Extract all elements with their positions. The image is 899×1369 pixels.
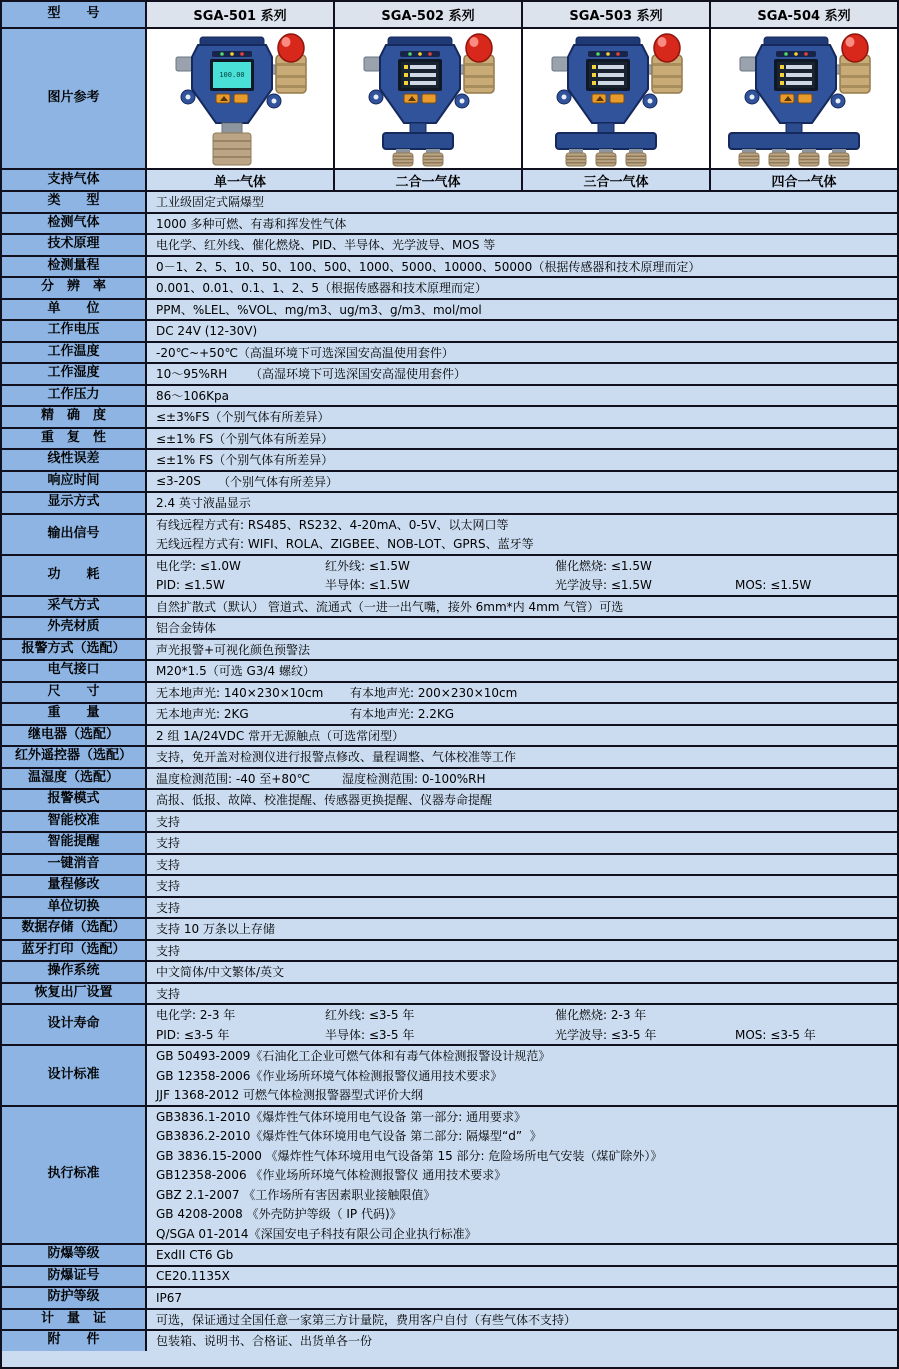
- spec-row-value: [147, 812, 897, 832]
- spec-row-value: [147, 450, 897, 470]
- model-name-sga-502: SGA-502 系列: [335, 2, 523, 27]
- value-segment: 电化学、红外线、催化燃烧、PID、半导体、光学波导、MOS 等: [156, 238, 496, 253]
- spec-row-value: [147, 407, 897, 427]
- value-line: [156, 747, 893, 767]
- value-line: [156, 534, 893, 554]
- value-segment: ≤3-20S: [156, 474, 201, 489]
- product-image-sga-503: [523, 29, 711, 168]
- value-segment: 红外线: ≤3-5 年: [325, 1008, 415, 1023]
- value-segment: GB3836.1-2010《爆炸性气体环境用电气设备 第一部分: 通用要求》: [156, 1109, 527, 1124]
- spec-row: [2, 919, 897, 941]
- supported-gas-row: [2, 170, 897, 192]
- spec-row: [2, 855, 897, 877]
- spec-rows-container: [2, 192, 897, 1351]
- value-line: [156, 683, 893, 703]
- spec-row-value: [147, 556, 897, 595]
- value-segment: 支持: [156, 943, 181, 958]
- spec-row: [2, 1267, 897, 1289]
- product-image-sga-502: [335, 29, 523, 168]
- spec-row: [2, 343, 897, 365]
- value-line: [156, 257, 893, 277]
- spec-row-label: 技术原理: [2, 235, 147, 255]
- value-segment: 支持，免开盖对检测仪进行报警点修改、量程调整、气体校准等工作: [156, 750, 517, 765]
- value-line: [156, 1267, 893, 1287]
- product-image-sga-504: [711, 29, 897, 168]
- value-line: [156, 855, 893, 875]
- spec-row-label: 设计标准: [2, 1046, 147, 1105]
- spec-row-label: 计 量 证: [2, 1310, 147, 1330]
- value-segment: 1000 多种可燃、有毒和挥发性气体: [156, 216, 347, 231]
- spec-row-label: 工作压力: [2, 386, 147, 406]
- spec-row-value: [147, 769, 897, 789]
- spec-row-label: 智能校准: [2, 812, 147, 832]
- value-segment: GB 50493-2009《石油化工企业可燃气体和有毒气体检测报警设计规范》: [156, 1049, 551, 1064]
- value-line: [156, 704, 893, 724]
- value-line: [156, 1066, 893, 1086]
- spec-row-value: [147, 833, 897, 853]
- value-segment: 电化学: ≤1.0W: [156, 558, 241, 573]
- spec-row-value: [147, 1288, 897, 1308]
- spec-row: [2, 472, 897, 494]
- spec-row-label: 温湿度（选配）: [2, 769, 147, 789]
- model-name-sga-504: SGA-504 系列: [711, 2, 897, 27]
- value-line: [156, 575, 893, 595]
- value-line: [156, 1107, 893, 1127]
- value-segment: 光学波导: ≤3-5 年: [555, 1027, 657, 1042]
- value-segment: 86～106Kpa: [156, 388, 230, 403]
- spec-row-value: [147, 1245, 897, 1265]
- gas-type-four-in-one: 四合一气体: [711, 170, 897, 190]
- value-line: [156, 618, 893, 638]
- value-line: [156, 556, 893, 576]
- spec-row-label: 精 确 度: [2, 407, 147, 427]
- gas-detector-icon: [528, 31, 704, 167]
- spec-row-value: [147, 214, 897, 234]
- value-line: [156, 898, 893, 918]
- value-line: [156, 1288, 893, 1308]
- value-line: [156, 919, 893, 939]
- value-line: [156, 364, 893, 384]
- spec-row: [2, 597, 897, 619]
- spec-row-value: [147, 1331, 897, 1351]
- gas-detector-icon: [152, 31, 328, 167]
- value-line: [156, 192, 893, 212]
- value-segment: 半导体: ≤1.5W: [325, 578, 410, 593]
- spec-row-value: [147, 192, 897, 212]
- spec-row-label: 线性误差: [2, 450, 147, 470]
- spec-row-label: 报警方式（选配）: [2, 640, 147, 660]
- value-segment: GB 3836.15-2000 《爆炸性气体环境用电气设备第 15 部分: 危险场所电气安装（煤矿除外）》: [156, 1148, 663, 1163]
- spec-row-label: 恢复出厂设置: [2, 984, 147, 1004]
- value-segment: 无本地声光: 2KG: [156, 707, 249, 722]
- value-segment: 催化燃烧: 2-3 年: [555, 1008, 647, 1023]
- spec-row-value: [147, 386, 897, 406]
- value-segment: 支持: [156, 836, 181, 851]
- value-line: [156, 300, 893, 320]
- spec-row-label: 工作湿度: [2, 364, 147, 384]
- spec-row: [2, 812, 897, 834]
- spec-row-value: [147, 364, 897, 384]
- value-line: [156, 235, 893, 255]
- value-segment: 光学波导: ≤1.5W: [555, 578, 652, 593]
- spec-row: [2, 704, 897, 726]
- spec-row: [2, 833, 897, 855]
- spec-row-label: 防护等级: [2, 1288, 147, 1308]
- spec-row-label: 外壳材质: [2, 618, 147, 638]
- spec-row: [2, 640, 897, 662]
- spec-row-value: [147, 493, 897, 513]
- value-segment: ≤±1% FS（个别气体有所差异）: [156, 431, 334, 446]
- value-segment: 声光报警+可视化颜色预警法: [156, 642, 311, 657]
- value-segment: 支持: [156, 814, 181, 829]
- spec-row-value: [147, 661, 897, 681]
- spec-row-label: 响应时间: [2, 472, 147, 492]
- spec-row-label: 电气接口: [2, 661, 147, 681]
- spec-row-label: 继电器（选配）: [2, 726, 147, 746]
- spec-row-value: [147, 278, 897, 298]
- spec-row: [2, 1288, 897, 1310]
- value-segment: 铝合金铸体: [156, 621, 217, 636]
- spec-row-value: [147, 618, 897, 638]
- spec-row: [2, 515, 897, 556]
- spec-row: [2, 429, 897, 451]
- value-line: [156, 1204, 893, 1224]
- value-segment: GB3836.2-2010《爆炸性气体环境用电气设备 第二部分: 隔爆型“d” 》: [156, 1129, 542, 1144]
- spec-row-label: 一键消音: [2, 855, 147, 875]
- spec-row-value: [147, 876, 897, 896]
- value-segment: 可选，保证通过全国任意一家第三方计量院，费用客户自付（有些气体不支持）: [156, 1312, 577, 1327]
- value-segment: 红外线: ≤1.5W: [325, 558, 410, 573]
- value-line: [156, 1005, 893, 1025]
- spec-row-label: 尺 寸: [2, 683, 147, 703]
- value-segment: ≤±3%FS（个别气体有所差异）: [156, 410, 330, 425]
- value-line: [156, 472, 893, 492]
- spec-row: [2, 1245, 897, 1267]
- value-line: [156, 1046, 893, 1066]
- value-line: [156, 1146, 893, 1166]
- value-line: [156, 790, 893, 810]
- value-segment: GB 12358-2006《作业场所环境气体检测报警仪通用技术要求》: [156, 1068, 503, 1083]
- value-segment: 电化学: 2-3 年: [156, 1008, 236, 1023]
- spec-row-value: [147, 790, 897, 810]
- spec-row: [2, 493, 897, 515]
- spec-row-label: 输出信号: [2, 515, 147, 554]
- value-line: [156, 429, 893, 449]
- image-reference-row: [2, 29, 897, 170]
- spec-row: [2, 364, 897, 386]
- spec-row: [2, 235, 897, 257]
- spec-row-value: [147, 919, 897, 939]
- spec-row-value: [147, 429, 897, 449]
- gas-type-single: 单一气体: [147, 170, 335, 190]
- spec-row-label: 执行标准: [2, 1107, 147, 1244]
- value-segment: 无本地声光: 140×230×10cm: [156, 685, 324, 700]
- value-segment: DC 24V (12-30V): [156, 323, 258, 338]
- gas-type-two-in-one: 二合一气体: [335, 170, 523, 190]
- header-model-label: 型 号: [2, 2, 147, 27]
- value-segment: JJF 1368-2012 可燃气体检测报警器型式评价大纲: [156, 1088, 424, 1103]
- spec-row: [2, 407, 897, 429]
- spec-row-value: [147, 1046, 897, 1105]
- value-line: [156, 876, 893, 896]
- alarm-beacon-icon: [276, 34, 306, 93]
- spec-row-value: [147, 747, 897, 767]
- value-segment: 高报、低报、故障、校准提醒、传感器更换提醒、仪器寿命提醒: [156, 793, 493, 808]
- value-line: [156, 1224, 893, 1244]
- value-segment: 10～95%RH: [156, 367, 228, 382]
- spec-row-value: [147, 984, 897, 1004]
- spec-row-value: [147, 257, 897, 277]
- spec-row-value: [147, 941, 897, 961]
- spec-row-label: 工作温度: [2, 343, 147, 363]
- spec-row-value: [147, 1310, 897, 1330]
- value-segment: 支持: [156, 857, 181, 872]
- spec-row: [2, 726, 897, 748]
- value-segment: PID: ≤1.5W: [156, 577, 225, 592]
- value-segment: 中文简体/中文繁体/英文: [156, 965, 285, 980]
- value-segment: 有本地声光: 200×230×10cm: [350, 685, 518, 700]
- value-segment: 有本地声光: 2.2KG: [350, 707, 455, 722]
- value-line: [156, 1085, 893, 1105]
- value-line: [156, 407, 893, 427]
- value-line: [156, 278, 893, 298]
- spec-row-value: [147, 343, 897, 363]
- value-line: [156, 640, 893, 660]
- value-segment: 0－1、2、5、10、50、100、500、1000、5000、10000、50000（根据传感器和技术原理而定）: [156, 259, 701, 274]
- value-segment: PPM、%LEL、%VOL、mg/m3、ug/m3、g/m3、mol/mol: [156, 302, 482, 317]
- spec-row-label: 红外遥控器（选配）: [2, 747, 147, 767]
- value-line: [156, 1126, 893, 1146]
- value-line: [156, 343, 893, 363]
- spec-row: [2, 898, 897, 920]
- spec-row-label: 单位切换: [2, 898, 147, 918]
- spec-row-label: 类 型: [2, 192, 147, 212]
- value-segment: 0.001、0.01、0.1、1、2、5（根据传感器和技术原理而定）: [156, 281, 488, 296]
- spec-row-label: 防爆等级: [2, 1245, 147, 1265]
- spec-row: [2, 941, 897, 963]
- value-segment: Q/SGA 01-2014《深国安电子科技有限公司企业执行标准》: [156, 1226, 477, 1241]
- spec-row-label: 工作电压: [2, 321, 147, 341]
- spec-row-value: [147, 704, 897, 724]
- spec-row-value: [147, 962, 897, 982]
- spec-row-value: [147, 300, 897, 320]
- gas-detector-icon: [716, 31, 892, 167]
- spec-row: [2, 1107, 897, 1246]
- model-name-sga-501: SGA-501 系列: [147, 2, 335, 27]
- spec-row-label: 检测量程: [2, 257, 147, 277]
- spec-row-label: 附 件: [2, 1331, 147, 1351]
- value-segment: 2 组 1A/24VDC 常开无源触点（可选常闭型）: [156, 728, 405, 743]
- spec-row-value: [147, 683, 897, 703]
- spec-row-value: [147, 235, 897, 255]
- value-line: [156, 661, 893, 681]
- spec-row: [2, 214, 897, 236]
- value-segment: 有线远程方式有: RS485、RS232、4-20mA、0-5V、以太网口等: [156, 517, 509, 532]
- spec-row-label: 蓝牙打印（选配）: [2, 941, 147, 961]
- spec-row: [2, 747, 897, 769]
- spec-row: [2, 450, 897, 472]
- spec-row: [2, 984, 897, 1006]
- value-line: [156, 769, 893, 789]
- value-line: [156, 450, 893, 470]
- spec-row-value: [147, 640, 897, 660]
- spec-row-label: 单 位: [2, 300, 147, 320]
- spec-row: [2, 618, 897, 640]
- spec-row: [2, 257, 897, 279]
- spec-row-label: 分 辨 率: [2, 278, 147, 298]
- value-segment: 催化燃烧: ≤1.5W: [555, 558, 652, 573]
- spec-row: [2, 1005, 897, 1046]
- value-segment: 无线远程方式有: WIFI、ROLA、ZIGBEE、NOB-LOT、GPRS、蓝牙等: [156, 537, 534, 552]
- alarm-beacon-icon: [652, 34, 682, 93]
- value-segment: CE20.1135X: [156, 1269, 230, 1284]
- spec-row: [2, 192, 897, 214]
- spec-row-label: 数据存储（选配）: [2, 919, 147, 939]
- value-segment: MOS: ≤1.5W: [735, 577, 812, 592]
- value-segment: 包装箱、说明书、合格证、出货单各一份: [156, 1334, 373, 1349]
- spec-row: [2, 1046, 897, 1107]
- spec-row-value: [147, 898, 897, 918]
- spec-row-label: 检测气体: [2, 214, 147, 234]
- value-segment: PID: ≤3-5 年: [156, 1027, 230, 1042]
- spec-row: [2, 386, 897, 408]
- spec-row-value: [147, 1107, 897, 1244]
- spec-row-label: 功 耗: [2, 556, 147, 595]
- spec-row: [2, 962, 897, 984]
- spec-row: [2, 1310, 897, 1332]
- value-line: [156, 515, 893, 535]
- value-segment: （个别气体有所差异）: [218, 474, 339, 489]
- spec-row: [2, 278, 897, 300]
- value-line: [156, 726, 893, 746]
- value-segment: IP67: [156, 1290, 183, 1305]
- spec-row-label: 智能提醒: [2, 833, 147, 853]
- spec-row-label: 重 量: [2, 704, 147, 724]
- alarm-beacon-icon: [840, 34, 870, 93]
- spec-row-label: 显示方式: [2, 493, 147, 513]
- value-line: [156, 833, 893, 853]
- spec-row-value: [147, 855, 897, 875]
- value-segment: 支持: [156, 986, 181, 1001]
- value-segment: GB12358-2006 《作业场所环境气体检测报警仪 通用技术要求》: [156, 1168, 507, 1183]
- spec-row-value: [147, 597, 897, 617]
- value-segment: GB 4208-2008 《外壳防护等级（ IP 代码)》: [156, 1207, 402, 1222]
- value-line: [156, 386, 893, 406]
- spec-row: [2, 321, 897, 343]
- spec-row: [2, 1331, 897, 1351]
- spec-row-value: [147, 726, 897, 746]
- value-segment: 2.4 英寸液晶显示: [156, 496, 251, 511]
- value-segment: 湿度检测范围: 0-100%RH: [342, 771, 486, 786]
- value-line: [156, 1165, 893, 1185]
- model-name-sga-503: SGA-503 系列: [523, 2, 711, 27]
- value-segment: MOS: ≤3-5 年: [735, 1027, 816, 1042]
- value-segment: -20℃~+50℃（高温环境下可选深国安高温使用套件）: [156, 345, 454, 360]
- value-segment: ≤±1% FS（个别气体有所差异）: [156, 453, 334, 468]
- gas-row-label: 支持气体: [2, 170, 147, 190]
- value-segment: 半导体: ≤3-5 年: [325, 1027, 415, 1042]
- spec-row: [2, 683, 897, 705]
- value-segment: M20*1.5（可选 G3/4 螺纹）: [156, 664, 315, 679]
- value-segment: ExdII CT6 Gb: [156, 1247, 234, 1262]
- value-line: [156, 214, 893, 234]
- spec-row-label: 重 复 性: [2, 429, 147, 449]
- spec-row-value: [147, 472, 897, 492]
- gas-type-three-in-one: 三合一气体: [523, 170, 711, 190]
- value-line: [156, 962, 893, 982]
- spec-row-label: 量程修改: [2, 876, 147, 896]
- gas-detector-icon: [340, 31, 516, 167]
- product-image-sga-501: [147, 29, 335, 168]
- spec-row-value: [147, 1005, 897, 1044]
- value-line: [156, 984, 893, 1004]
- value-segment: （高湿环境下可选深国安高湿使用套件）: [250, 367, 467, 382]
- value-segment: 支持: [156, 900, 181, 915]
- value-segment: 支持: [156, 879, 181, 894]
- spec-row-label: 操作系统: [2, 962, 147, 982]
- value-line: [156, 493, 893, 513]
- value-line: [156, 1185, 893, 1205]
- alarm-beacon-icon: [464, 34, 494, 93]
- value-line: [156, 812, 893, 832]
- value-line: [156, 321, 893, 341]
- spec-row-label: 报警模式: [2, 790, 147, 810]
- spec-row-label: 防爆证号: [2, 1267, 147, 1287]
- spec-row-label: 设计寿命: [2, 1005, 147, 1044]
- value-segment: 温度检测范围: -40 至+80℃: [156, 771, 311, 786]
- spec-row: [2, 300, 897, 322]
- image-row-label: 图片参考: [2, 29, 147, 168]
- spec-row-label: 采气方式: [2, 597, 147, 617]
- value-line: [156, 1245, 893, 1265]
- svg-text:100.00: 100.00: [219, 70, 245, 79]
- value-line: [156, 941, 893, 961]
- value-line: [156, 597, 893, 617]
- spec-row: [2, 876, 897, 898]
- spec-row-value: [147, 1267, 897, 1287]
- spec-row: [2, 790, 897, 812]
- spec-row: [2, 556, 897, 597]
- value-segment: 工业级固定式隔爆型: [156, 195, 265, 210]
- spec-row: [2, 661, 897, 683]
- spec-row-value: [147, 321, 897, 341]
- spec-row: [2, 769, 897, 791]
- value-line: [156, 1025, 893, 1045]
- spec-row-value: [147, 515, 897, 554]
- value-segment: 自然扩散式（默认） 管道式、流通式（一进一出气嘴，接外 6mm*内 4mm 气管）可选: [156, 599, 624, 614]
- value-line: [156, 1331, 893, 1351]
- header-row: [2, 2, 897, 29]
- value-segment: GBZ 2.1-2007 《工作场所有害因素职业接触限值》: [156, 1187, 436, 1202]
- value-line: [156, 1310, 893, 1330]
- value-segment: 支持 10 万条以上存储: [156, 922, 275, 937]
